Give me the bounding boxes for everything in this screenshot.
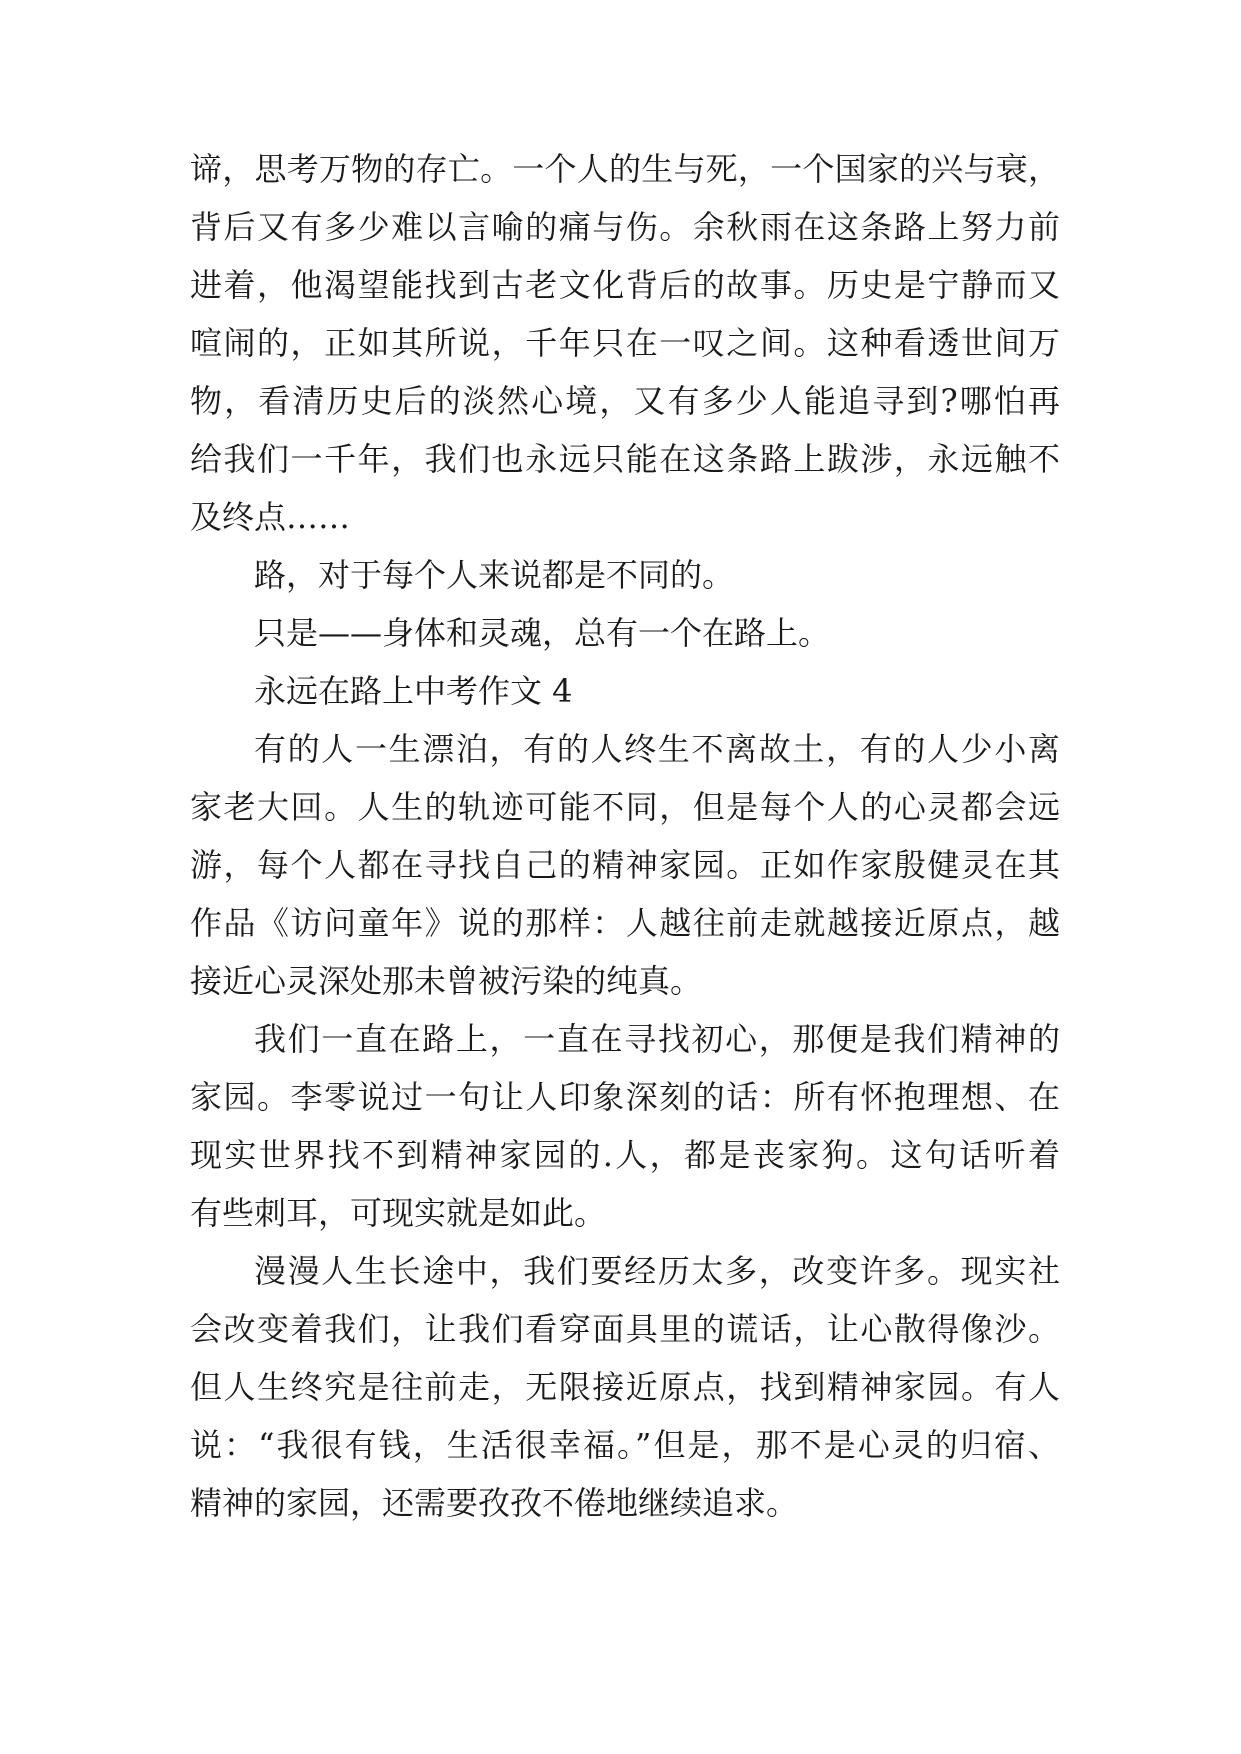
text-line: 谛，思考万物的存亡。一个人的生与死，一个国家的兴与衰， (190, 150, 1060, 188)
document-body (190, 140, 1060, 1532)
text-line: 进着，他渴望能找到古老文化背后的故事。历史是宁静而又 (190, 266, 1060, 304)
text-line: 给我们一千年，我们也永远只能在这条路上跋涉，永远触不 (190, 440, 1060, 478)
text-line: 现实世界找不到精神家园的.人，都是丧家狗。这句话听着 (190, 1136, 1060, 1174)
text-line: 作品《访问童年》说的那样：人越往前走就越接近原点，越 (190, 904, 1060, 942)
text-line: 有些刺耳，可现实就是如此。 (190, 1194, 607, 1232)
text-line: 家园。李零说过一句让人印象深刻的话：所有怀抱理想、在 (190, 1078, 1060, 1116)
text-line: 路，对于每个人来说都是不同的。 (254, 556, 735, 594)
text-line: 家老大回。人生的轨迹可能不同，但是每个人的心灵都会远 (190, 788, 1060, 826)
text-line: 但人生终究是往前走，无限接近原点，找到精神家园。有人 (190, 1368, 1060, 1406)
text-line: 只是——身体和灵魂，总有一个在路上。 (254, 614, 831, 652)
text-line: 永远在路上中考作文 4 (254, 672, 573, 710)
text-line: 漫漫人生长途中，我们要经历太多，改变许多。现实社 (254, 1252, 1060, 1290)
text-line: 接近心灵深处那未曾被污染的纯真。 (190, 962, 703, 1000)
text-line: 及终点…… (190, 498, 351, 536)
text-line: 物，看清历史后的淡然心境，又有多少人能追寻到?哪怕再 (190, 382, 1060, 420)
text-line: 背后又有多少难以言喻的痛与伤。余秋雨在这条路上努力前 (190, 208, 1060, 246)
text-line: 精神的家园，还需要孜孜不倦地继续追求。 (190, 1484, 799, 1522)
text-line: 喧闹的，正如其所说，千年只在一叹之间。这种看透世间万 (190, 324, 1060, 362)
text-line: 有的人一生漂泊，有的人终生不离故土，有的人少小离 (254, 730, 1060, 768)
text-line: 会改变着我们，让我们看穿面具里的谎话，让心散得像沙。 (190, 1310, 1060, 1348)
text-line: 说：“我很有钱，生活很幸福。”但是，那不是心灵的归宿、 (190, 1426, 1060, 1464)
text-line: 游，每个人都在寻找自己的精神家园。正如作家殷健灵在其 (190, 846, 1060, 884)
text-line: 我们一直在路上，一直在寻找初心，那便是我们精神的 (254, 1020, 1060, 1058)
